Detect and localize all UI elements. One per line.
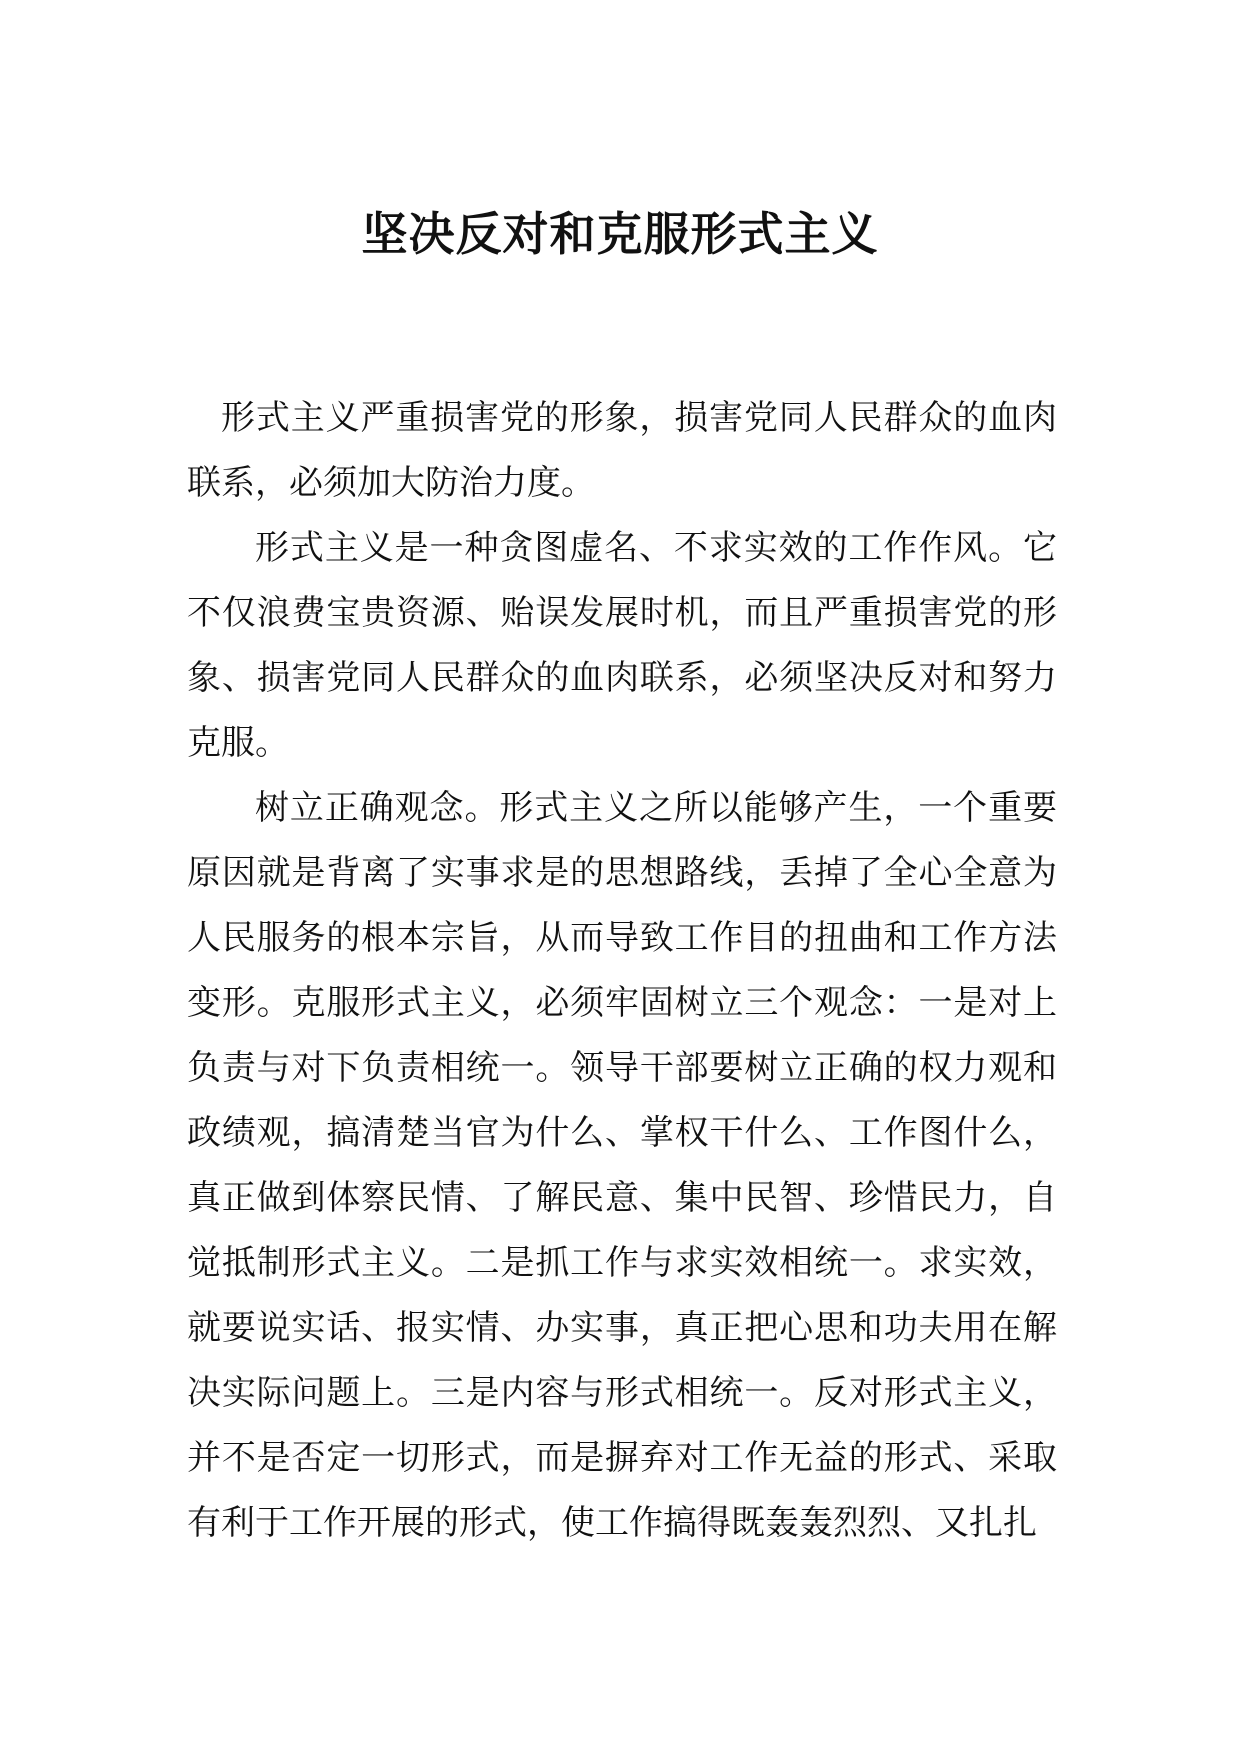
paragraph-1: 形式主义严重损害党的形象，损害党同人民群众的血肉联系，必须加大防治力度。 <box>187 398 1057 503</box>
paragraph-3: 树立正确观念。形式主义之所以能够产生，一个重要原因就是背离了实事求是的思想路线，丢掉了全心全意为人民服务的根本宗旨，从而导致工作目的扭曲和工作方法变形。克服形式主义，必须牢固树立三个观念：一是对上负责与对下负责相统一。领导干部要树立正确的权力观和政绩观，搞清楚当官为什么、掌权干什么、工作图什么，真正做到体察民情、了解民意、集中民智、珍惜民力，自觉抵制形式主义。二是抓工作与求实效相统一。求实效，就要说实话、报实情、办实事，真正把心思和功夫用在解决实际问题上。三是内容与形式相统一。反对形式主义，并不是否定一切形式，而是摒弃对工作无益的形式、采取有利于工作开展的形式，使工作搞得既轰轰烈烈、又扎扎 <box>187 788 1057 1543</box>
document-title: 坚决反对和克服形式主义 <box>361 207 879 261</box>
document-body <box>187 386 1057 1556</box>
paragraph-2: 形式主义是一种贪图虚名、不求实效的工作作风。它不仅浪费宝贵资源、贻误发展时机，而且严重损害党的形象、损害党同人民群众的血肉联系，必须坚决反对和努力克服。 <box>187 528 1057 763</box>
